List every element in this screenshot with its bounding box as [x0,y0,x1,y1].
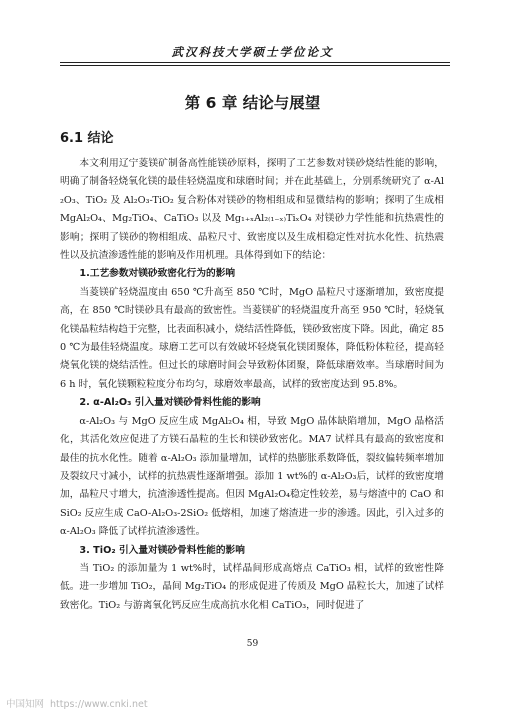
cnki-watermark: 中国知网 https://www.cnki.net [6,699,148,710]
conclusion-heading-2: 2. α-Al₂O₃ 引入量对镁砂骨料性能的影响 [79,397,261,409]
chapter-title: 第 6 章 结论与展望 [184,94,321,112]
running-header: 武汉科技大学硕士学位论文 [171,45,334,59]
page-number: 59 [246,639,259,649]
conclusion-paragraph-1: 当菱镁矿轻烧温度由 650 ℃升高至 850 ℃时，MgO 晶粒尺寸逐渐增加，致密度提高，在 850 ℃时镁砂具有最高的致密性。当菱镁矿的轻烧温度升高至 950 ℃时，轻烧氧化镁晶粒结构趋于完整，比表面积减小，烧结活性降低，镁砂致密度下降。因此，确定 850 ℃为最佳轻烧温度。球磨工艺可以有效破坏轻烧氧化镁团聚体，降低粉体粒径，提高轻烧氧化镁的烧结活性。但过长的球磨时间会导致粉体团聚，降低球磨效率。当球磨时间为 6 h 时，氧化镁颗粒粒度分布均匀，球磨效率最高，试样的致密度达到 95.8%。 [60,286,444,390]
section-title: 6.1 结论 [60,131,114,146]
header-rule-bottom [60,65,450,66]
conclusion-heading-3: 3. TiO₂ 引入量对镁砂骨料性能的影响 [79,544,245,556]
conclusion-paragraph-3: 当 TiO₂ 的添加量为 1 wt%时，试样晶间形成高熔点 CaTiO₃ 相，试样的致密性降低。进一步增加 TiO₂，晶间 Mg₂TiO₄ 的形成促进了传质及 MgO 晶粒长大，加速了试样致密化。TiO₂ 与游离氧化钙反应生成高抗水化相 CaTiO₃，同时促进了 [60,562,444,611]
intro-paragraph: 本文利用辽宁菱镁矿制备高性能镁砂原料，探明了工艺参数对镁砂烧结性能的影响，明确了制备轻烧氧化镁的最佳轻烧温度和球磨时间；并在此基础上，分别系统研究了 α-Al₂O₃、TiO₂ 及 Al₂O₃-TiO₂ 复合粉体对镁砂的物相组成和显微结构的影响；探明了生成相 MgAl₂O₄、Mg₂TiO₄、CaTiO₃ 以及 Mg₁₊ₓAl₂₍₁₋ₓ₎TiₓO₄ 对镁砂力学性能和抗热震性的影响；探明了镁砂的物相组成、晶粒尺寸、致密度以及生成相稳定性对抗水化性、抗热震性以及抗渣渗透性能的影响及作用机理。具体得到如下的结论： [60,158,444,262]
header-rule-top [60,62,450,63]
conclusion-heading-1: 1.工艺参数对镁砂致密化行为的影响 [79,268,236,280]
conclusion-paragraph-2: α-Al₂O₃ 与 MgO 反应生成 MgAl₂O₄ 相，导致 MgO 晶体缺陷增加，MgO 晶格活化，其活化效应促进了方镁石晶粒的生长和镁砂致密化。MA7 试样具有最高的致密度和最佳的抗水化性。随着 α-Al₂O₃ 添加量增加，试样的热膨胀系数降低，裂纹偏转频率增加及裂纹尺寸减小，试样的抗热震性逐渐增强。添加 1 wt%的 α-Al₂O₃后，试样的致密度增加，晶粒尺寸增大，抗渣渗透性提高。但因 MgAl₂O₄稳定性较差，易与熔渣中的 CaO 和 SiO₂ 反应生成 CaO-Al₂O₃-2SiO₂ 低熔相，加速了熔渣进一步的渗透。因此，引入过多的 α-Al₂O₃ 降低了试样抗渣渗透性。 [60,415,444,538]
body-text [60,155,444,615]
